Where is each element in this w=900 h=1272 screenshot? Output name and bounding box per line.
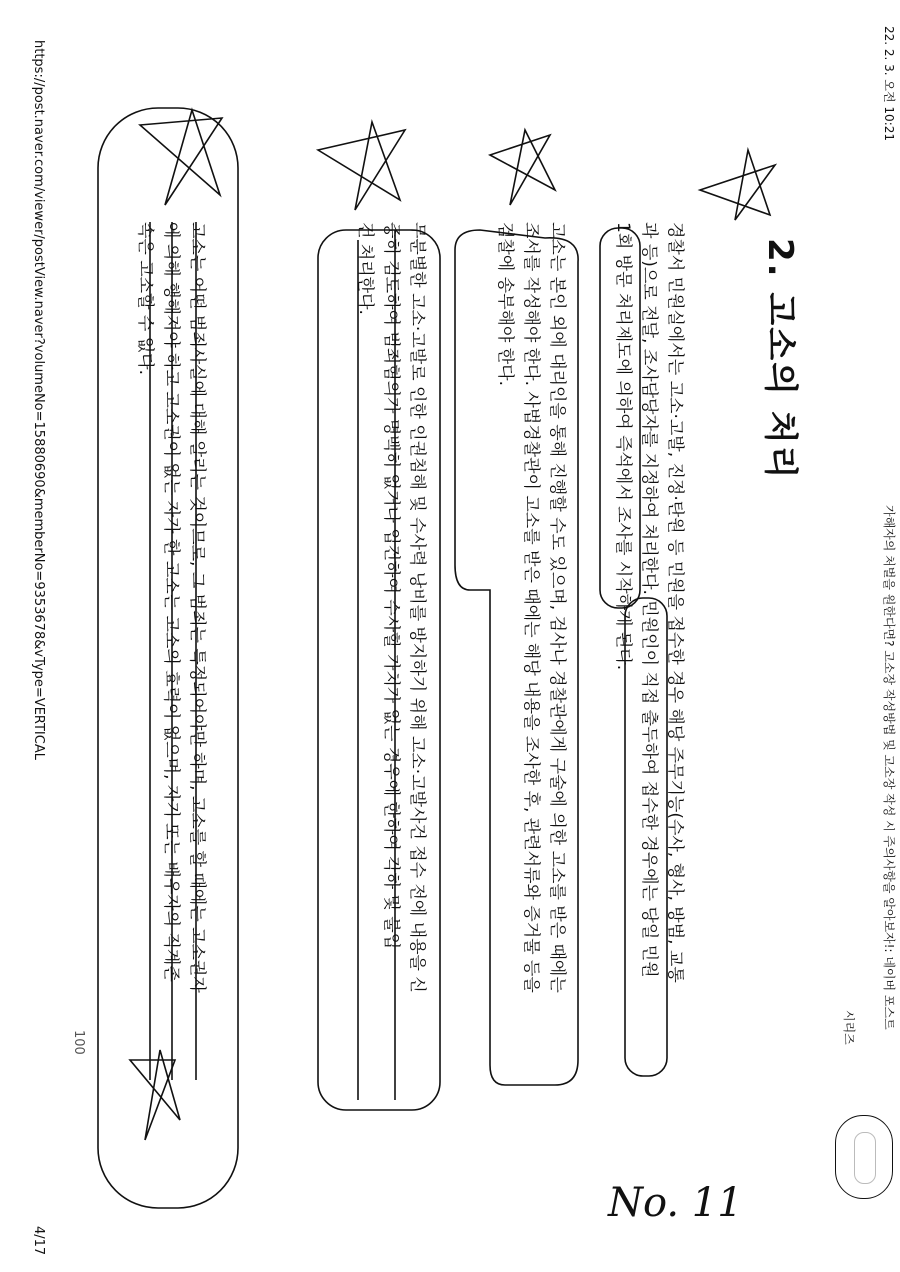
outline-p3: [318, 230, 440, 1110]
paragraph-1-line-2: 과 등)으로 전달, 조사담당자를 지정하여 처리한다. 민원인이 직접 출두하여 접수한 경우에는 당일 민원: [639, 222, 659, 978]
paragraph-4-line-3: 속은 고소할 수 없다.: [135, 222, 155, 375]
star-title: [700, 150, 775, 220]
paragraph-2-line-2: 조서를 작성해야 한다. 사법경찰관이 고소를 받은 때에는 해당 내용을 조사한 후, 관련서류와 증거물 등을: [521, 222, 541, 993]
star-p3: [318, 122, 405, 210]
paragraph-4-line-1: 고소는 어떤 범죄사실에 대해 알리는 것이므로, 그 범죄는 특정되어야만 하며, 고소를 할 때에는 고소권자: [187, 222, 207, 993]
header-doc-title: 가해자의 처벌을 원한다면? 고소장 작성방법 및 고소장 작성 시 주의사항을 알아보자!: 네이버 포스트: [882, 505, 896, 1030]
series-label[interactable]: 시리즈: [842, 1010, 856, 1045]
paragraph-3-line-1: 무분별한 고소·고발로 인한 인권침해 및 수사력 낭비를 방지하기 위해 고소·고발사건 접수 전에 내용을 신: [407, 222, 427, 993]
outline-p4: [98, 108, 238, 1208]
outline-p1-line3: [600, 228, 640, 608]
paragraph-3-line-2: 중히 검토하여 범죄혐의가 명백히 없거나 입건하여 수사할 가치가 없는 경우에 한하여 각하 및 불입: [381, 222, 401, 950]
section-title: 2. 고소의 처리: [760, 238, 800, 481]
paragraph-2-line-3: 검찰에 송부해야 한다.: [495, 222, 515, 387]
outline-p2: [455, 230, 578, 1085]
star-p4-top: [140, 110, 222, 205]
footer-url[interactable]: https://post.naver.com/viewer/postView.naver?volumeNo=15880690&memberNo=9353678&vType=VERTICAL: [31, 40, 46, 760]
handwritten-number: No. 11: [608, 1180, 743, 1226]
footer-page: 4/17: [31, 1226, 46, 1256]
paragraph-1-line-3: 1회 방문 처리제도에 의하여 즉석에서 조사를 시작하게 된다.: [613, 222, 633, 671]
paragraph-2-line-1: 고소는 본인 외에 대리인을 통해 진행할 수도 있으며, 검사나 경찰관에게 구술에 의한 고소를 받은 때에는: [547, 222, 567, 993]
header-datetime: 22. 2. 3. 오전 10:21: [882, 26, 896, 142]
paragraph-4-line-2: 에 의해 행해져야 하고 고소권이 없는 자가 한 고소는 고소의 효력이 없으며, 자기 또는 배우자의 직계존: [161, 222, 181, 982]
footer-page-mark: 100: [71, 1030, 86, 1055]
outline-p1-phrase: [625, 598, 667, 1076]
paragraph-3-line-3: 건 처리한다.: [355, 222, 375, 315]
star-p2: [490, 130, 555, 205]
paragraph-1-line-1: 경찰서 민원실에서는 고소·고발, 진정·탄원 등 민원을 접수한 경우 해당 주무기능(수사, 형사, 방범, 교통: [665, 222, 685, 983]
